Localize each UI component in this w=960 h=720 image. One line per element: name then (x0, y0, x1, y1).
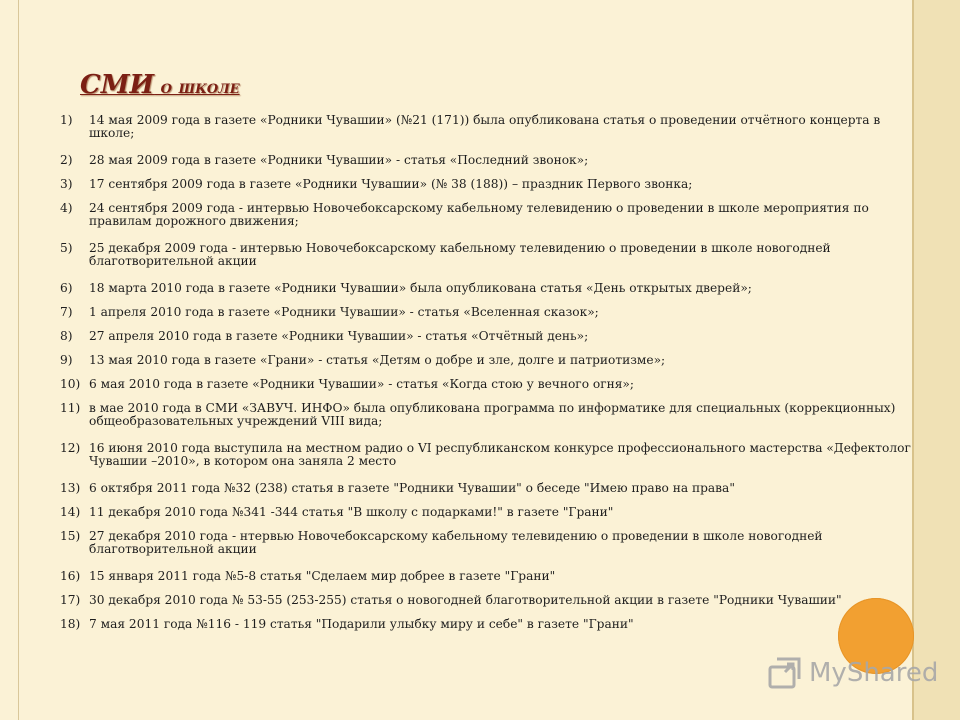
slide-title-rest: о школе (154, 76, 240, 98)
item-number: 13) (60, 481, 81, 495)
list-item (60, 282, 916, 295)
list-item (60, 482, 916, 495)
list-item (60, 530, 916, 556)
list-item (60, 402, 916, 428)
list-item (60, 618, 916, 631)
item-number: 3) (60, 177, 73, 191)
item-text: 27 апреля 2010 года в газете «Родники Чувашии» - статья «Отчётный день»; (89, 329, 589, 343)
list-item (60, 114, 916, 140)
item-number: 14) (60, 505, 81, 519)
item-number: 6) (60, 281, 73, 295)
item-number: 5) (60, 241, 73, 255)
right-decorative-band (914, 0, 960, 720)
list-item (60, 442, 916, 468)
item-text: 14 мая 2009 года в газете «Родники Чувашии» (№21 (171)) была опубликована статья о проведении отчётного концерта в школе; (89, 113, 881, 140)
myshared-watermark (767, 655, 938, 691)
item-text: 6 мая 2010 года в газете «Родники Чувашии» - статья «Когда стою у вечного огня»; (89, 377, 634, 391)
item-number: 18) (60, 617, 81, 631)
list-item (60, 378, 916, 391)
item-number: 8) (60, 329, 73, 343)
item-number: 12) (60, 441, 81, 455)
item-number: 9) (60, 353, 73, 367)
watermark-text: MyShared (809, 658, 939, 688)
list-item (60, 330, 916, 343)
item-text: 28 мая 2009 года в газете «Родники Чувашии» - статья «Последний звонок»; (89, 153, 589, 167)
slide-title (80, 70, 240, 100)
list-item (60, 570, 916, 583)
list-item (60, 506, 916, 519)
list-item (60, 594, 916, 607)
item-text: 1 апреля 2010 года в газете «Родники Чувашии» - статья «Вселенная сказок»; (89, 305, 599, 319)
left-border-line (18, 0, 19, 720)
list-item (60, 202, 916, 228)
item-number: 4) (60, 201, 73, 215)
list-item (60, 306, 916, 319)
slide-title-main: СМИ (80, 70, 155, 100)
list-item (60, 354, 916, 367)
item-text: в мае 2010 года в СМИ «ЗАВУЧ. ИНФО» была опубликована программа по информатике для специальных (коррекционных) общеобразовательных учреждений VIII вида; (89, 401, 896, 428)
item-text: 30 декабря 2010 года № 53-55 (253-255) статья о новогодней благотворительной акции в газете "Родники Чувашии" (89, 593, 842, 607)
item-number: 16) (60, 569, 81, 583)
item-text: 16 июня 2010 года выступила на местном радио о VI республиканском конкурсе профессионального мастерства «Дефектолог Чувашии –2010», в котором она заняла 2 место (89, 441, 911, 468)
item-text: 13 мая 2010 года в газете «Грани» - статья «Детям о добре и зле, долге и патриотизме»; (89, 353, 666, 367)
item-text: 27 декабря 2010 года - нтервью Новочебоксарскому кабельному телевидению о проведении в школе новогодней благотворительной акции (89, 529, 823, 556)
item-text: 24 сентября 2009 года - интервью Новочебоксарскому кабельному телевидению о проведении в школе мероприятия по правилам дорожного движения; (89, 201, 869, 228)
item-text: 6 октября 2011 года №32 (238) статья в газете "Родники Чувашии" о беседе "Имею право на права" (89, 481, 735, 495)
item-number: 10) (60, 377, 81, 391)
item-text: 18 марта 2010 года в газете «Родники Чувашии» была опубликована статья «День открытых дверей»; (89, 281, 752, 295)
item-text: 15 января 2011 года №5-8 статья "Сделаем мир добрее в газете "Грани" (89, 569, 556, 583)
item-number: 11) (60, 401, 81, 415)
item-text: 25 декабря 2009 года - интервью Новочебоксарскому кабельному телевидению о проведении в школе новогодней благотворительной акции (89, 241, 831, 268)
item-number: 1) (60, 113, 73, 127)
list-item (60, 154, 916, 167)
myshared-logo-icon (767, 655, 803, 691)
item-text: 7 мая 2011 года №116 - 119 статья "Подарили улыбку миру и себе" в газете "Грани" (89, 617, 634, 631)
item-text: 11 декабря 2010 года №341 -344 статья "В школу с подарками!" в газете "Грани" (89, 505, 614, 519)
list-item (60, 242, 916, 268)
item-number: 2) (60, 153, 73, 167)
item-text: 17 сентября 2009 года в газете «Родники Чувашии» (№ 38 (188)) – праздник Первого звонка; (89, 177, 693, 191)
item-number: 15) (60, 529, 81, 543)
list-item (60, 178, 916, 191)
item-number: 7) (60, 305, 73, 319)
item-number: 17) (60, 593, 81, 607)
